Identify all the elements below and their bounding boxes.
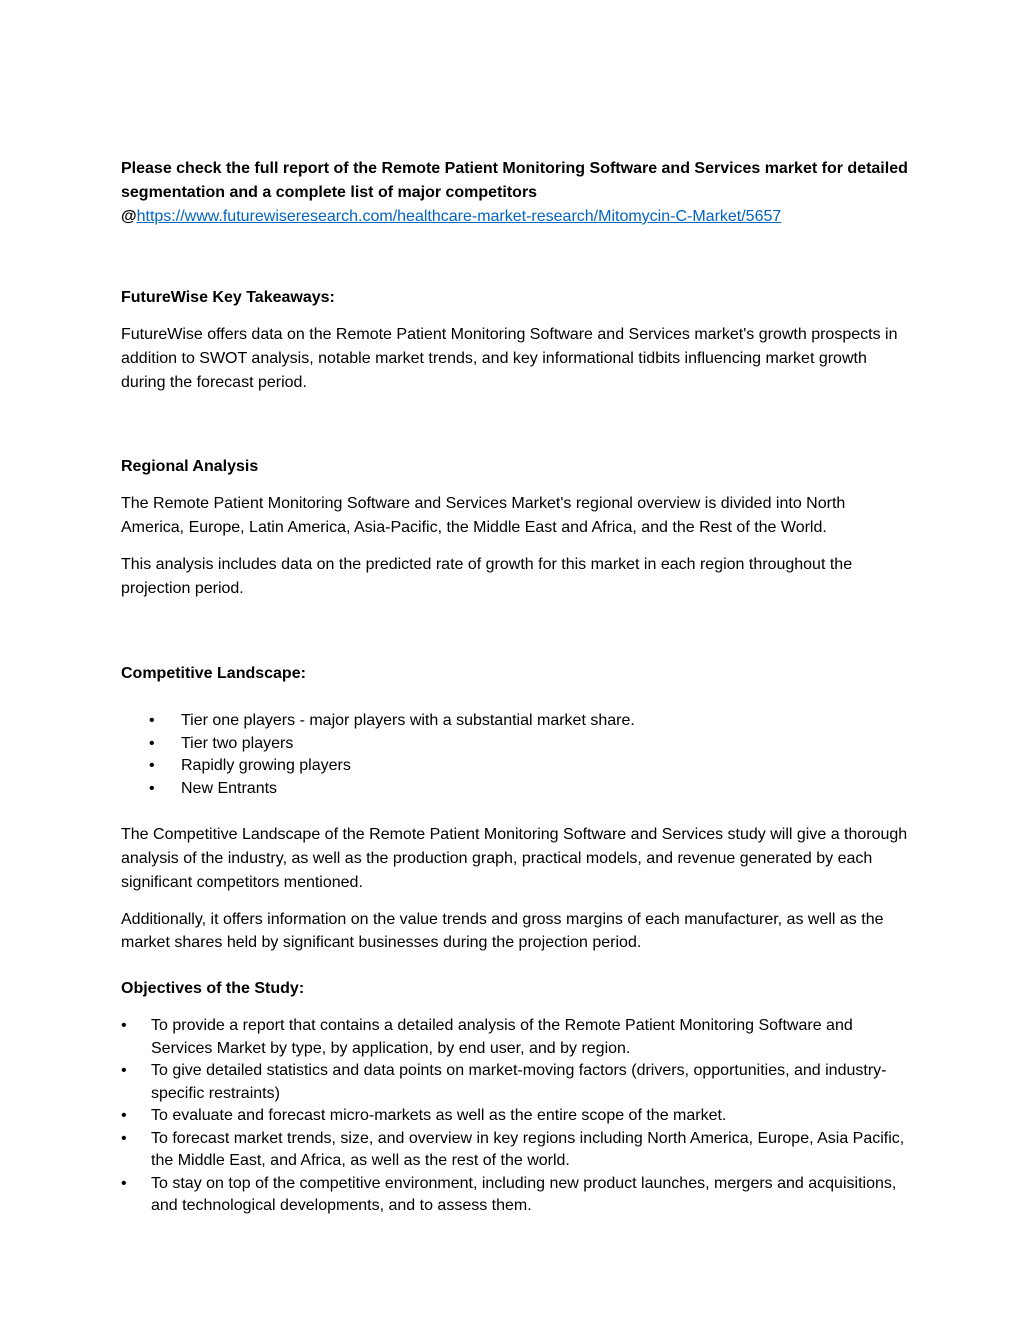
list-item: • To stay on top of the competitive environment, including new product launches, mergers and acquisitions, and technological developments, and to assess them. xyxy=(121,1174,897,1214)
bullet-icon: • xyxy=(121,1062,127,1079)
list-item: • To give detailed statistics and data points on market-moving factors (drivers, opportunities, and industry-specific restraints) xyxy=(121,1062,887,1102)
intro-text: Please check the full report of the Remote Patient Monitoring Software and Services market for detailed segmentation and a complete list of major competitors xyxy=(121,160,908,201)
list-item: • New Entrants xyxy=(121,778,911,801)
regional-paragraph-1: The Remote Patient Monitoring Software and Services Market's regional overview is divided into North America, Europe, Latin America, Asia-Pacific, the Middle East and Africa, and the Rest of the World. xyxy=(121,495,846,536)
report-link[interactable]: https://www.futurewiseresearch.com/healthcare-market-research/Mitomycin-C-Market/5657 xyxy=(136,208,782,225)
list-item: • To provide a report that contains a detailed analysis of the Remote Patient Monitoring Software and Services Market by type, by application, by end user, and by region. xyxy=(121,1017,853,1057)
competitive-list xyxy=(121,710,911,800)
list-item: • Tier two players xyxy=(121,733,911,756)
document-page xyxy=(121,157,911,1218)
bullet-icon: • xyxy=(149,757,155,774)
competitive-paragraph-1: The Competitive Landscape of the Remote Patient Monitoring Software and Services study will give a thorough analysis of the industry, as well as the production graph, practical models, and revenue generated by each significant competitors mentioned. xyxy=(121,826,908,891)
list-item: • To evaluate and forecast micro-markets as well as the entire scope of the market. xyxy=(121,1105,911,1128)
bullet-icon: • xyxy=(121,1107,127,1124)
list-item: • Rapidly growing players xyxy=(121,755,911,778)
bullet-icon: • xyxy=(121,1174,127,1192)
bullet-icon: • xyxy=(149,712,155,729)
bullet-icon: • xyxy=(121,1017,127,1034)
list-item: • Tier one players - major players with a substantial market share. xyxy=(121,710,911,733)
objectives-list xyxy=(121,1015,911,1218)
objectives-heading: Objectives of the Study: xyxy=(121,980,305,997)
competitive-paragraph-2: Additionally, it offers information on the value trends and gross margins of each manufacturer, as well as the market shares held by significant businesses during the projection period. xyxy=(121,911,884,951)
bullet-icon: • xyxy=(121,1129,127,1147)
regional-heading: Regional Analysis xyxy=(121,458,259,475)
bullet-icon: • xyxy=(149,734,155,752)
takeaways-body: FutureWise offers data on the Remote Patient Monitoring Software and Services market's growth prospects in addition to SWOT analysis, notable market trends, and key informational tidbits influencing market growth during the forecast period. xyxy=(121,326,898,391)
competitive-heading: Competitive Landscape: xyxy=(121,665,306,682)
bullet-icon: • xyxy=(149,779,155,797)
list-item: • To forecast market trends, size, and overview in key regions including North America, Europe, Asia Pacific, the Middle East, and Africa, as well as the rest of the world. xyxy=(121,1129,905,1169)
takeaways-heading: FutureWise Key Takeaways: xyxy=(121,289,335,306)
intro-at-sign: @ xyxy=(121,208,137,225)
intro-paragraph xyxy=(121,157,911,229)
regional-paragraph-2: This analysis includes data on the predicted rate of growth for this market in each region throughout the projection period. xyxy=(121,556,853,597)
